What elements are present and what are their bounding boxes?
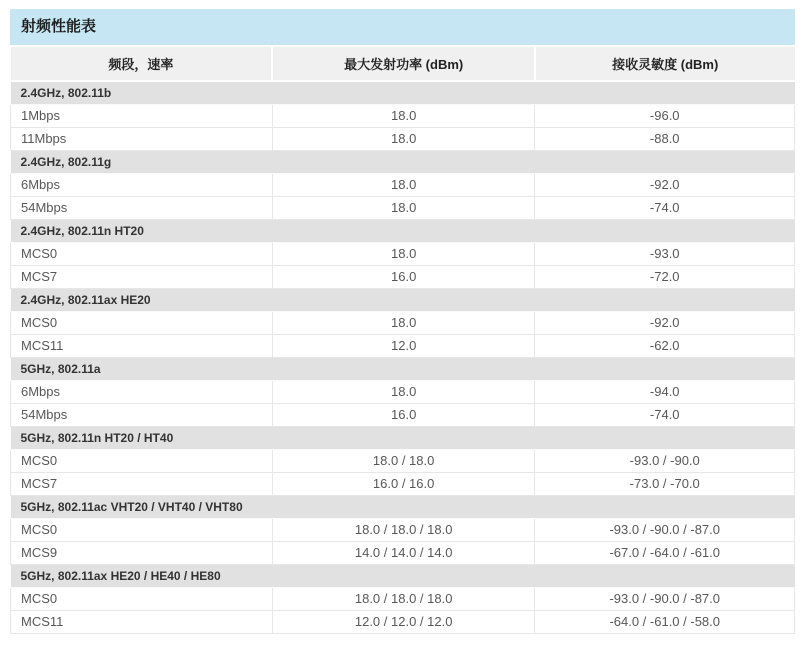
table-row bbox=[11, 334, 795, 357]
rate-cell: 6Mbps bbox=[11, 380, 273, 403]
section-label: 2.4GHz, 802.11n HT20 bbox=[11, 219, 795, 242]
table-row bbox=[11, 587, 795, 610]
table-row bbox=[11, 196, 795, 219]
rx-sensitivity-cell: -74.0 bbox=[535, 196, 795, 219]
tx-power-cell: 16.0 / 16.0 bbox=[272, 472, 535, 495]
section-label: 2.4GHz, 802.11ax HE20 bbox=[11, 288, 795, 311]
tx-power-cell: 18.0 bbox=[272, 104, 535, 127]
section-row bbox=[11, 219, 795, 242]
rate-cell: MCS7 bbox=[11, 472, 273, 495]
rate-cell: MCS0 bbox=[11, 587, 273, 610]
rx-sensitivity-cell: -93.0 bbox=[535, 242, 795, 265]
rate-cell: MCS0 bbox=[11, 242, 273, 265]
rf-performance-table bbox=[10, 47, 795, 634]
section-row bbox=[11, 150, 795, 173]
table-row bbox=[11, 541, 795, 564]
tx-power-cell: 18.0 / 18.0 / 18.0 bbox=[272, 518, 535, 541]
table-row bbox=[11, 265, 795, 288]
table-row bbox=[11, 127, 795, 150]
rx-sensitivity-cell: -93.0 / -90.0 / -87.0 bbox=[535, 587, 795, 610]
tx-power-cell: 18.0 bbox=[272, 311, 535, 334]
rate-cell: 54Mbps bbox=[11, 403, 273, 426]
rx-sensitivity-cell: -92.0 bbox=[535, 173, 795, 196]
rx-sensitivity-cell: -67.0 / -64.0 / -61.0 bbox=[535, 541, 795, 564]
section-label: 5GHz, 802.11ac VHT20 / VHT40 / VHT80 bbox=[11, 495, 795, 518]
table-row bbox=[11, 380, 795, 403]
table-row bbox=[11, 242, 795, 265]
tx-power-cell: 18.0 bbox=[272, 173, 535, 196]
rate-cell: MCS7 bbox=[11, 265, 273, 288]
table-row bbox=[11, 173, 795, 196]
rx-sensitivity-cell: -62.0 bbox=[535, 334, 795, 357]
tx-power-cell: 18.0 bbox=[272, 242, 535, 265]
table-row bbox=[11, 403, 795, 426]
rx-sensitivity-cell: -94.0 bbox=[535, 380, 795, 403]
table-title-bar bbox=[10, 9, 795, 45]
section-row bbox=[11, 426, 795, 449]
rate-cell: 1Mbps bbox=[11, 104, 273, 127]
rate-cell: MCS11 bbox=[11, 334, 273, 357]
section-label: 5GHz, 802.11a bbox=[11, 357, 795, 380]
section-row bbox=[11, 357, 795, 380]
tx-power-cell: 12.0 bbox=[272, 334, 535, 357]
tx-power-cell: 18.0 bbox=[272, 196, 535, 219]
tx-power-cell: 18.0 / 18.0 bbox=[272, 449, 535, 472]
table-row bbox=[11, 472, 795, 495]
section-label: 2.4GHz, 802.11b bbox=[11, 81, 795, 104]
section-row bbox=[11, 495, 795, 518]
rate-cell: 54Mbps bbox=[11, 196, 273, 219]
table-body bbox=[11, 81, 795, 633]
tx-power-cell: 14.0 / 14.0 / 14.0 bbox=[272, 541, 535, 564]
rx-sensitivity-cell: -73.0 / -70.0 bbox=[535, 472, 795, 495]
section-row bbox=[11, 288, 795, 311]
rate-cell: 11Mbps bbox=[11, 127, 273, 150]
rate-cell: MCS0 bbox=[11, 449, 273, 472]
rate-cell: MCS11 bbox=[11, 610, 273, 633]
col-header-rx-sensitivity: 接收灵敏度 (dBm) bbox=[535, 47, 795, 81]
col-header-max-tx-power: 最大发射功率 (dBm) bbox=[272, 47, 535, 81]
rx-sensitivity-cell: -74.0 bbox=[535, 403, 795, 426]
rate-cell: MCS0 bbox=[11, 311, 273, 334]
rx-sensitivity-cell: -72.0 bbox=[535, 265, 795, 288]
tx-power-cell: 18.0 bbox=[272, 127, 535, 150]
rx-sensitivity-cell: -93.0 / -90.0 / -87.0 bbox=[535, 518, 795, 541]
rate-cell: 6Mbps bbox=[11, 173, 273, 196]
table-title: 射频性能表 bbox=[21, 18, 97, 35]
section-row bbox=[11, 564, 795, 587]
rx-sensitivity-cell: -93.0 / -90.0 bbox=[535, 449, 795, 472]
rf-performance-panel bbox=[10, 9, 795, 634]
table-header-row bbox=[11, 47, 795, 81]
table-row bbox=[11, 518, 795, 541]
rate-cell: MCS9 bbox=[11, 541, 273, 564]
col-header-band-rate: 频段，速率 bbox=[11, 47, 273, 81]
table-row bbox=[11, 104, 795, 127]
tx-power-cell: 16.0 bbox=[272, 265, 535, 288]
section-label: 5GHz, 802.11ax HE20 / HE40 / HE80 bbox=[11, 564, 795, 587]
table-row bbox=[11, 610, 795, 633]
rx-sensitivity-cell: -92.0 bbox=[535, 311, 795, 334]
rx-sensitivity-cell: -96.0 bbox=[535, 104, 795, 127]
tx-power-cell: 18.0 / 18.0 / 18.0 bbox=[272, 587, 535, 610]
table-row bbox=[11, 449, 795, 472]
rate-cell: MCS0 bbox=[11, 518, 273, 541]
tx-power-cell: 16.0 bbox=[272, 403, 535, 426]
table-row bbox=[11, 311, 795, 334]
tx-power-cell: 18.0 bbox=[272, 380, 535, 403]
section-label: 2.4GHz, 802.11g bbox=[11, 150, 795, 173]
rx-sensitivity-cell: -88.0 bbox=[535, 127, 795, 150]
rx-sensitivity-cell: -64.0 / -61.0 / -58.0 bbox=[535, 610, 795, 633]
section-label: 5GHz, 802.11n HT20 / HT40 bbox=[11, 426, 795, 449]
section-row bbox=[11, 81, 795, 104]
tx-power-cell: 12.0 / 12.0 / 12.0 bbox=[272, 610, 535, 633]
